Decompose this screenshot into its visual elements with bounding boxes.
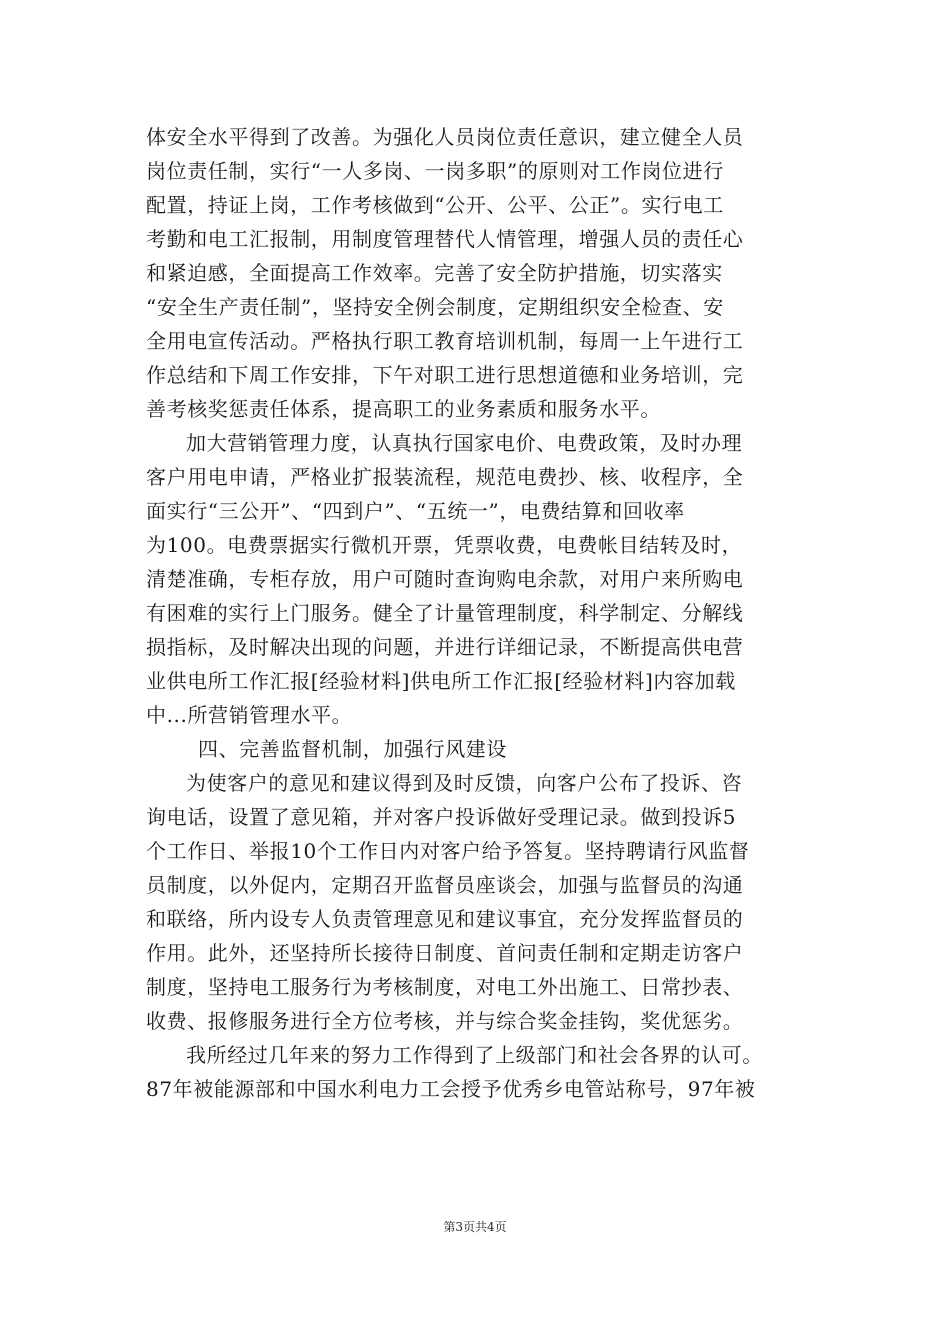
text-line: 加大营销管理力度，认真执行国家电价、电费政策，及时办理 bbox=[186, 431, 743, 455]
text-line: 客户用电申请，严格业扩报装流程，规范电费抄、核、收程序，全 bbox=[146, 465, 744, 489]
text-line: 考勤和电工汇报制，用制度管理替代人情管理，增强人员的责任心 bbox=[146, 227, 744, 251]
text-line: 作总结和下周工作安排，下午对职工进行思想道德和业务培训，完 bbox=[146, 363, 744, 387]
text-line: “安全生产责任制”，坚持安全例会制度，定期组织安全检查、安 bbox=[146, 295, 724, 319]
text-line: 岗位责任制，实行“一人多岗、一岗多职”的原则对工作岗位进行 bbox=[146, 159, 724, 183]
paragraph-supervision bbox=[146, 766, 816, 1038]
text-line: 和联络，所内设专人负责管理意见和建议事宜，充分发挥监督员的 bbox=[146, 907, 744, 931]
text-line: 面实行“三公开”、“四到户”、“五统一”，电费结算和回收率 bbox=[146, 499, 685, 523]
text-line: 有困难的实行上门服务。健全了计量管理制度，科学制定、分解线 bbox=[146, 601, 744, 625]
text-line: 为使客户的意见和建议得到及时反馈，向客户公布了投诉、咨 bbox=[186, 771, 743, 795]
text-line: 体安全水平得到了改善。为强化人员岗位责任意识，建立健全人员 bbox=[146, 125, 744, 149]
text-line: 和紧迫感，全面提高工作效率。完善了安全防护措施，切实落实 bbox=[146, 261, 723, 285]
text-line: 制度，坚持电工服务行为考核制度，对电工外出施工、日常抄表、 bbox=[146, 975, 744, 999]
section-heading bbox=[146, 732, 816, 766]
text-line: 87年被能源部和中国水利电力工会授予优秀乡电管站称号，97年被 bbox=[146, 1077, 756, 1101]
text-line: 作用。此外，还坚持所长接待日制度、首问责任制和定期走访客户 bbox=[146, 941, 744, 965]
text-line: 业供电所工作汇报[经验材料]供电所工作汇报[经验材料]内容加载 bbox=[146, 669, 736, 693]
text-line: 清楚准确，专柜存放，用户可随时查询购电余款，对用户来所购电 bbox=[146, 567, 744, 591]
text-line: 收费、报修服务进行全方位考核，并与综合奖金挂钩，奖优惩劣。 bbox=[146, 1009, 744, 1033]
heading-text: 四、完善监督机制，加强行风建设 bbox=[198, 737, 507, 761]
text-line: 损指标，及时解决出现的问题，并进行详细记录，不断提高供电营 bbox=[146, 635, 744, 659]
text-line: 我所经过几年来的努力工作得到了上级部门和社会各界的认可。 bbox=[186, 1043, 763, 1067]
paragraph-safety bbox=[146, 120, 816, 426]
text-line: 配置，持证上岗，工作考核做到“公开、公平、公正”。实行电工 bbox=[146, 193, 724, 217]
text-line: 个工作日、举报10个工作日内对客户给予答复。坚持聘请行风监督 bbox=[146, 839, 750, 863]
page-footer bbox=[0, 1218, 950, 1235]
text-line: 全用电宣传活动。严格执行职工教育培训机制，每周一上午进行工 bbox=[146, 329, 744, 353]
document-body bbox=[146, 120, 816, 1106]
text-line: 善考核奖惩责任体系，提高职工的业务素质和服务水平。 bbox=[146, 397, 661, 421]
text-line: 员制度，以外促内，定期召开监督员座谈会，加强与监督员的沟通 bbox=[146, 873, 744, 897]
paragraph-marketing bbox=[146, 426, 816, 732]
text-line: 中...所营销管理水平。 bbox=[146, 703, 353, 727]
paragraph-recognition bbox=[146, 1038, 816, 1106]
page-number: 第3页共4页 bbox=[443, 1220, 507, 1234]
text-line: 询电话，设置了意见箱，并对客户投诉做好受理记录。做到投诉5 bbox=[146, 805, 737, 829]
text-line: 为100。电费票据实行微机开票，凭票收费，电费帐目结转及时， bbox=[146, 533, 743, 557]
